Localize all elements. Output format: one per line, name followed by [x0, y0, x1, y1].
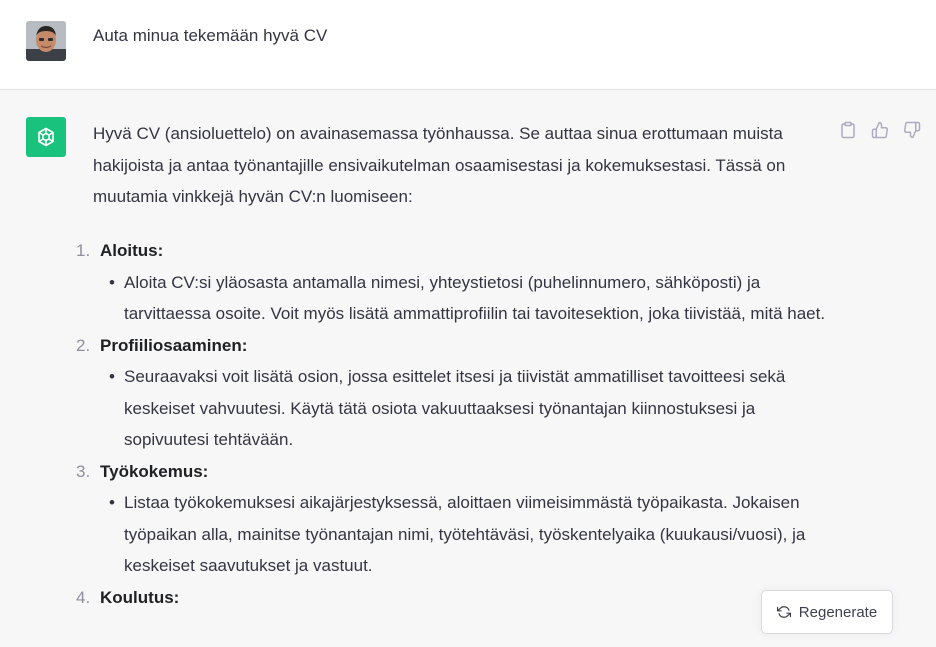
bullet-text: Aloita CV:si yläosasta antamalla nimesi, yhteystietosi (puhelinnumero, sähköposti) ja tarvittaessa osoite. Voit myös lisätä ammattiprofiilin tai tavoitesektion, joka tiivistää, mitä haet. — [124, 272, 826, 323]
user-message-row — [0, 0, 936, 90]
list-number: 2. — [76, 335, 91, 355]
list-item — [76, 330, 836, 456]
openai-logo-icon — [26, 117, 66, 157]
clipboard-icon — [839, 121, 857, 139]
thumbs-down-button[interactable] — [902, 120, 922, 140]
message-actions — [838, 120, 922, 140]
list-number: 1. — [76, 241, 91, 260]
bullet-dot: • — [109, 493, 115, 512]
bullet-dot: • — [109, 272, 115, 292]
user-avatar — [26, 21, 66, 61]
section-heading: Työkokemus: — [100, 461, 209, 481]
bullet-list — [100, 361, 836, 456]
section-heading: Koulutus: — [100, 587, 180, 607]
assistant-message-row — [0, 90, 936, 647]
list-item — [76, 235, 836, 330]
tips-list — [76, 235, 836, 613]
list-item — [76, 582, 836, 614]
list-number: 3. — [76, 461, 91, 481]
regenerate-label: Regenerate — [798, 603, 878, 621]
copy-button[interactable] — [838, 120, 858, 140]
list-number: 4. — [76, 587, 91, 607]
user-message-text: Auta minua tekemään hyvä CV — [93, 26, 328, 45]
assistant-message — [93, 118, 833, 235]
bullet-item — [100, 267, 836, 330]
bullet-dot: • — [109, 367, 115, 386]
list-item — [76, 456, 836, 582]
regenerate-button[interactable] — [761, 590, 893, 634]
bullet-list — [100, 487, 836, 582]
bullet-text: Listaa työkokemuksesi aikajärjestyksessä, aloittaen viimeisimmästä työpaikasta. Jokaisen työpaikan alla, mainitse työnantajan nimi, työtehtäväsi, työskentelyaika (kuukausi/vuosi), ja keskeiset saavutukset ja vastuut. — [124, 493, 806, 575]
bullet-list — [100, 267, 836, 330]
thumbs-up-button[interactable] — [870, 120, 890, 140]
bullet-text: Seuraavaksi voit lisätä osion, jossa esittelet itsesi ja tiivistät ammatilliset tavoitteesi sekä keskeiset vahvuutesi. Käytä tätä osiota vakuuttaaksesi työnantajan kiinnostuksesi ja sopivuutesi tehtävään. — [124, 367, 786, 449]
section-heading: Profiiliosaaminen: — [100, 335, 248, 355]
refresh-icon — [777, 605, 791, 619]
assistant-intro: Hyvä CV (ansioluettelo) on avainasemassa työnhaussa. Se auttaa sinua erottumaan muista hakijoista ja antaa työnantajille ensivaikutelman osaamisestasi ja kokemuksestasi. Tässä on muutamia vinkkejä hyvän CV:n luomiseen: — [93, 124, 786, 206]
thumbs-up-icon — [871, 121, 889, 139]
section-heading: Aloitus: — [100, 241, 164, 260]
bullet-item — [100, 361, 836, 456]
bullet-item — [100, 487, 836, 582]
thumbs-down-icon — [903, 121, 921, 139]
